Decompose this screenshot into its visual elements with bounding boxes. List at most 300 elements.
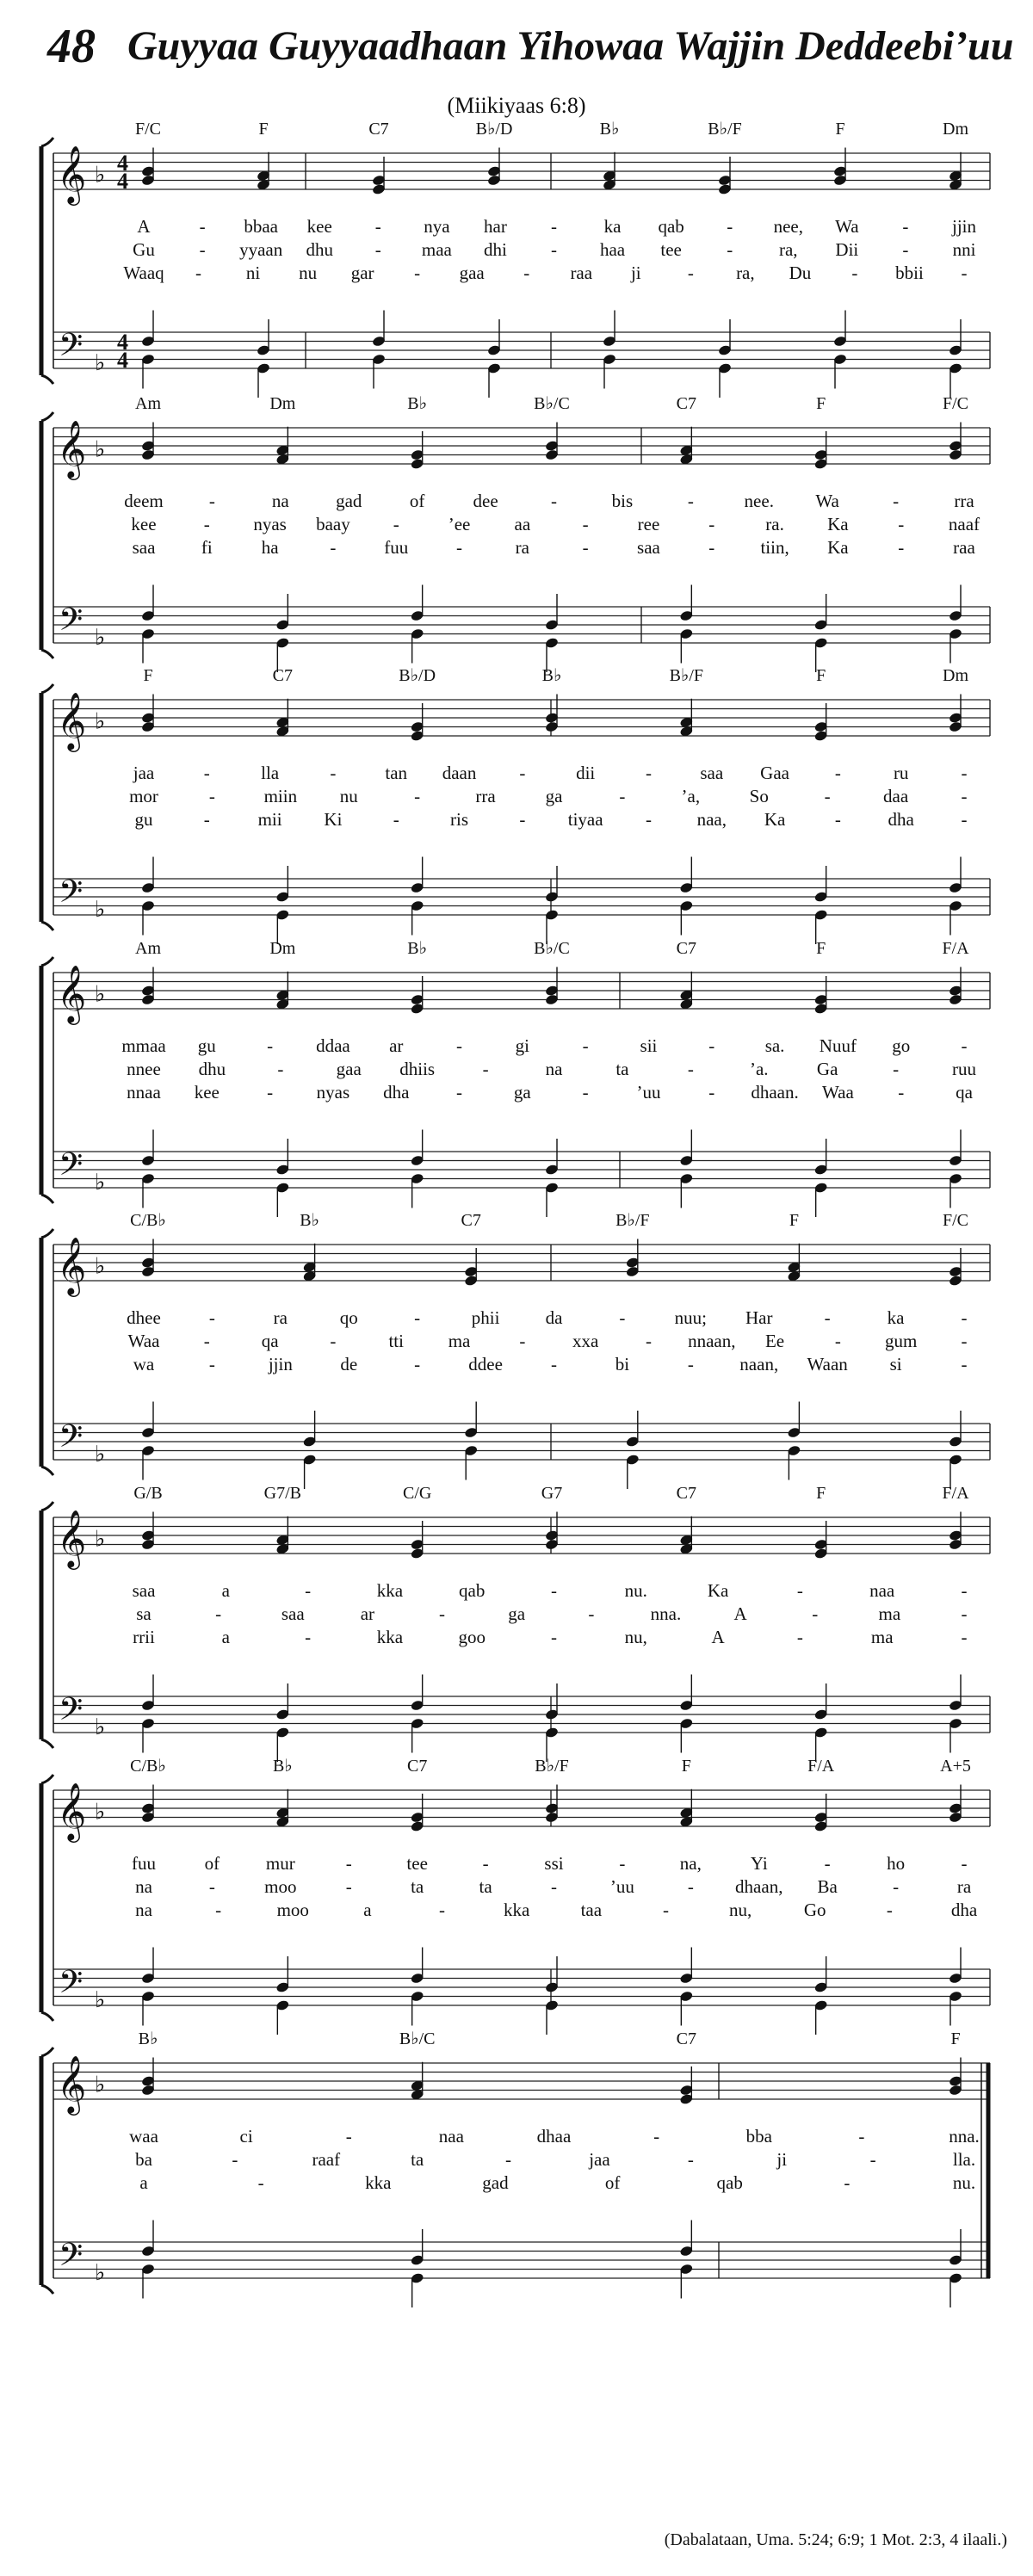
lyric-verse3: Du — [789, 263, 812, 283]
lyric-verse2: Waa — [127, 1331, 160, 1351]
lyric-verse2: saa — [281, 1603, 305, 1624]
lyric-verse1: - — [582, 1035, 589, 1056]
lyric-verse3: a — [139, 2172, 148, 2193]
bass-clef: 𝄢 — [59, 1692, 84, 1734]
lyric-verse1: - — [834, 763, 841, 783]
lyric-verse2: - — [588, 1603, 595, 1624]
lyric-verse2: rra — [475, 786, 496, 806]
chord-symbol: F — [258, 120, 269, 139]
lyric-verse3: - — [330, 537, 337, 558]
lyric-verse3: naa, — [696, 809, 727, 830]
lyric-verse1: - — [727, 216, 733, 237]
chord-symbol: C/B♭ — [130, 1757, 166, 1776]
chord-symbol: B♭ — [407, 394, 428, 413]
lyric-verse2: - — [482, 1059, 489, 1079]
lyric-verse1: - — [267, 1035, 274, 1056]
chord-symbol: Dm — [269, 939, 296, 958]
lyric-verse1: saa — [132, 1580, 156, 1601]
system-5 — [41, 1211, 990, 1489]
key-flat: ♭ — [95, 1442, 106, 1467]
lyric-verse1: - — [961, 763, 968, 783]
lyric-verse2: ta — [615, 1059, 629, 1079]
lyric-verse2: - — [687, 1876, 694, 1897]
lyric-verse3: gu — [134, 809, 153, 830]
lyric-verse1: - — [961, 1035, 968, 1056]
lyric-verse1: naa — [438, 2126, 464, 2147]
lyric-verse2: miin — [263, 786, 298, 806]
bracket-top-curl — [41, 1502, 53, 1510]
lyric-verse3: Ka — [764, 809, 786, 830]
lyric-verse2: ji — [776, 2149, 788, 2170]
key-flat: ♭ — [95, 1987, 106, 2012]
lyric-verse2: dhiis — [399, 1059, 436, 1079]
lyric-verse3: - — [195, 263, 202, 283]
lyric-verse1: Yi — [750, 1853, 768, 1874]
lyric-verse1: Har — [745, 1307, 773, 1328]
key-flat: ♭ — [95, 350, 106, 375]
lyric-verse3: - — [961, 1354, 968, 1374]
bracket-top-curl — [41, 1229, 53, 1238]
lyric-verse3: taa — [580, 1900, 603, 1920]
lyric-verse3: - — [203, 809, 210, 830]
lyric-verse2: ga — [508, 1603, 526, 1624]
key-flat: ♭ — [95, 2072, 106, 2097]
lyric-verse1: dhaa — [536, 2126, 572, 2147]
lyric-verse3: kka — [504, 1900, 530, 1920]
lyric-verse2: moo — [264, 1876, 297, 1897]
lyric-verse2: - — [687, 2149, 694, 2170]
lyric-verse1: - — [687, 491, 694, 511]
lyric-verse1: - — [708, 1035, 715, 1056]
key-flat: ♭ — [95, 1799, 106, 1825]
lyric-verse3: dha — [888, 809, 914, 830]
lyric-verse1: daan — [442, 763, 477, 783]
lyric-verse1: gu — [197, 1035, 216, 1056]
chord-symbol: Dm — [943, 120, 968, 139]
lyric-verse1: na — [271, 491, 289, 511]
bracket-top-curl — [41, 138, 53, 146]
lyric-verse1: ka — [887, 1307, 905, 1328]
key-flat: ♭ — [95, 1526, 106, 1552]
chord-symbol: B♭/D — [475, 120, 513, 139]
lyric-verse1: go — [892, 1035, 911, 1056]
lyric-verse2: ma — [448, 1331, 471, 1351]
lyric-verse2: ’uu — [609, 1876, 634, 1897]
lyric-verse1: - — [551, 1580, 557, 1601]
key-flat: ♭ — [95, 1714, 106, 1739]
lyric-verse2: - — [619, 786, 626, 806]
lyric-verse3: - — [305, 1627, 312, 1647]
chord-symbol: B♭ — [138, 2029, 158, 2048]
chord-symbol: F — [681, 1757, 691, 1776]
lyric-verse3: Go — [803, 1900, 826, 1920]
lyric-verse3: - — [582, 537, 589, 558]
system-1 — [41, 120, 990, 398]
lyric-verse1: da — [545, 1307, 563, 1328]
bracket-top-curl — [41, 957, 53, 966]
bracket-bottom-curl — [41, 650, 53, 658]
lyric-verse1: a — [221, 1580, 230, 1601]
system-4 — [41, 939, 990, 1217]
lyric-verse2: ga — [545, 786, 563, 806]
lyric-verse3: dha — [950, 1900, 978, 1920]
lyric-verse1: ka — [603, 216, 622, 237]
lyric-verse2: sa — [136, 1603, 152, 1624]
lyric-verse2: ma — [878, 1603, 901, 1624]
chord-symbol: Dm — [943, 666, 968, 685]
chord-symbol: B♭ — [272, 1757, 293, 1776]
lyric-verse2: nnee — [127, 1059, 161, 1079]
lyric-verse1: dee — [473, 491, 498, 511]
lyric-verse3: a — [363, 1900, 372, 1920]
lyric-verse3: - — [687, 263, 694, 283]
chord-symbol: B♭/C — [399, 2029, 436, 2048]
lyric-verse2: gum — [885, 1331, 918, 1351]
key-flat: ♭ — [95, 162, 106, 188]
time-signature-bottom: 4 — [117, 348, 128, 373]
bracket-bottom-curl — [41, 1467, 53, 1475]
lyric-verse3: raa — [953, 537, 975, 558]
lyric-verse3: - — [662, 1900, 669, 1920]
lyric-verse3: rrii — [133, 1627, 155, 1647]
lyric-verse1: - — [199, 216, 206, 237]
lyric-verse1: mmaa — [121, 1035, 166, 1056]
lyric-verse2: - — [898, 514, 905, 534]
lyric-verse2: - — [208, 1876, 215, 1897]
lyric-verse2: dhaan, — [735, 1876, 783, 1897]
lyric-verse1: - — [208, 491, 215, 511]
lyric-verse3: si — [889, 1354, 902, 1374]
bass-clef: 𝄢 — [59, 602, 84, 645]
lyric-verse3: ha — [261, 537, 279, 558]
key-flat: ♭ — [95, 1253, 106, 1279]
lyric-verse3: ’uu — [636, 1082, 661, 1103]
lyric-verse2: - — [824, 786, 831, 806]
lyric-verse2: - — [393, 514, 399, 534]
chord-symbol: A+5 — [940, 1757, 971, 1776]
chord-symbol: C/G — [402, 1484, 432, 1503]
lyric-verse3: - — [687, 1354, 694, 1374]
lyric-verse3: kka — [376, 1627, 404, 1647]
lyric-verse2: ree — [637, 514, 660, 534]
lyric-verse2: qa — [261, 1331, 279, 1351]
system-8 — [41, 2029, 990, 2307]
bracket-bottom-curl — [41, 2285, 53, 2294]
lyric-verse3: - — [257, 2172, 264, 2193]
lyric-verse3: - — [456, 1082, 463, 1103]
lyric-verse3: de — [340, 1354, 358, 1374]
lyric-verse1: - — [824, 1307, 831, 1328]
key-flat: ♭ — [95, 436, 106, 462]
lyric-verse2: - — [727, 239, 733, 260]
lyric-verse1: nee, — [773, 216, 803, 237]
lyric-verse1: - — [551, 216, 557, 237]
lyric-verse2: - — [505, 2149, 512, 2170]
chord-symbol: C/B♭ — [130, 1211, 166, 1230]
lyric-verse3: gaa — [459, 263, 485, 283]
lyric-verse3: - — [851, 263, 858, 283]
time-signature-top: 4 — [117, 330, 128, 355]
lyric-verse2: Ba — [817, 1876, 838, 1897]
lyric-verse3: - — [844, 2172, 851, 2193]
bracket-bottom-curl — [41, 375, 53, 384]
lyric-verse2: nyas — [253, 514, 287, 534]
lyric-verse2: - — [414, 786, 421, 806]
lyric-verse2: maa — [421, 239, 452, 260]
lyric-verse1: - — [961, 1580, 968, 1601]
lyric-verse1: gad — [336, 491, 362, 511]
lyric-verse3: tiyaa — [567, 809, 603, 830]
treble-clef: 𝄞 — [57, 2056, 87, 2112]
treble-clef: 𝄞 — [57, 1783, 87, 1839]
lyric-verse2: nna. — [650, 1603, 682, 1624]
lyric-verse3: ma — [870, 1627, 894, 1647]
lyric-verse2: - — [232, 2149, 238, 2170]
lyric-verse1: - — [619, 1853, 626, 1874]
bass-clef: 𝄢 — [59, 2238, 84, 2280]
lyric-verse1: fuu — [132, 1853, 156, 1874]
lyric-verse3: fuu — [384, 537, 409, 558]
chord-symbol: Dm — [269, 394, 296, 413]
lyric-verse3: a — [221, 1627, 230, 1647]
lyric-verse1: - — [653, 2126, 660, 2147]
lyric-verse1: na, — [679, 1853, 702, 1874]
lyric-verse2: - — [345, 1876, 352, 1897]
lyric-verse1: of — [204, 1853, 220, 1874]
lyric-verse3: - — [393, 809, 399, 830]
lyric-verse3: nu, — [624, 1627, 647, 1647]
treble-clef: 𝄞 — [57, 1238, 87, 1294]
lyric-verse1: saa — [700, 763, 724, 783]
lyric-verse3: - — [708, 1082, 715, 1103]
lyric-verse3: kka — [365, 2172, 392, 2193]
lyric-verse1: - — [824, 1853, 831, 1874]
chord-symbol: F — [835, 120, 845, 139]
lyric-verse1: bbaa — [244, 216, 278, 237]
lyric-verse1: qo — [339, 1307, 358, 1328]
bracket-top-curl — [41, 1775, 53, 1783]
lyric-verse1: - — [619, 1307, 626, 1328]
lyric-verse2: haa — [599, 239, 626, 260]
lyric-verse3: - — [456, 537, 463, 558]
lyric-verse2: - — [869, 2149, 876, 2170]
treble-clef: 𝄞 — [57, 693, 87, 749]
lyric-verse2: - — [519, 1331, 526, 1351]
bass-clef: 𝄢 — [59, 874, 84, 917]
lyric-verse2: naaf — [948, 514, 980, 534]
lyric-verse1: - — [961, 1853, 968, 1874]
hymn-number: 48 — [47, 20, 96, 73]
lyric-verse2: - — [961, 786, 968, 806]
chord-symbol: C7 — [272, 666, 294, 685]
lyric-verse2: yyaan — [239, 239, 283, 260]
lyric-verse1: kee — [306, 216, 332, 237]
lyric-verse2: - — [645, 1331, 652, 1351]
lyric-verse3: nu. — [952, 2172, 976, 2193]
lyric-verse3: - — [796, 1627, 803, 1647]
lyric-verse3: mii — [257, 809, 282, 830]
lyric-verse2: kee — [131, 514, 157, 534]
lyric-verse3: ris — [450, 809, 469, 830]
lyric-verse2: mor — [129, 786, 158, 806]
chord-symbol: F — [789, 1211, 799, 1230]
lyric-verse1: - — [902, 216, 909, 237]
lyric-verse2: dhi — [484, 239, 507, 260]
lyric-verse2: - — [687, 1059, 694, 1079]
lyric-verse1: Ka — [707, 1580, 729, 1601]
lyric-verse3: saa — [132, 537, 156, 558]
lyric-verse3: nu — [299, 263, 318, 283]
lyric-verse1: - — [893, 491, 900, 511]
lyric-verse2: ra. — [765, 514, 784, 534]
lyric-verse3: - — [551, 1354, 557, 1374]
lyric-verse1: - — [345, 1853, 352, 1874]
lyric-verse1: - — [374, 216, 381, 237]
chord-symbol: C7 — [676, 1484, 697, 1503]
lyric-verse2: ta — [411, 1876, 424, 1897]
chord-symbol: F — [143, 666, 153, 685]
lyric-verse2: - — [893, 1876, 900, 1897]
system-7 — [41, 1757, 990, 2035]
lyric-verse1: tee — [406, 1853, 428, 1874]
lyric-verse1: naa — [869, 1580, 895, 1601]
lyric-verse3: jjin — [268, 1354, 293, 1374]
chord-symbol: Am — [135, 394, 161, 413]
lyric-verse1: Wa — [815, 491, 839, 511]
lyric-verse2: - — [551, 1876, 557, 1897]
chord-symbol: G/B — [133, 1484, 163, 1503]
lyric-verse1: - — [482, 1853, 489, 1874]
lyric-verse3: - — [519, 809, 526, 830]
lyric-verse2: raaf — [312, 2149, 341, 2170]
lyric-verse1: Gaa — [760, 763, 789, 783]
lyric-verse3: dhaan. — [751, 1082, 799, 1103]
lyric-verse2: ’a. — [749, 1059, 769, 1079]
lyric-verse2: Dii — [835, 239, 859, 260]
lyric-verse2: A — [733, 1603, 747, 1624]
lyric-verse3: goo — [458, 1627, 486, 1647]
lyric-verse1: ra — [273, 1307, 288, 1328]
lyric-verse3: ji — [630, 263, 641, 283]
lyric-verse2: - — [374, 239, 381, 260]
lyric-verse1: - — [208, 1307, 215, 1328]
lyric-verse2: - — [439, 1603, 446, 1624]
lyric-verse2: - — [834, 1331, 841, 1351]
lyric-verse1: dhee — [127, 1307, 161, 1328]
lyric-verse2: - — [199, 239, 206, 260]
lyric-verse2: lla. — [952, 2149, 976, 2170]
lyric-verse1: ddaa — [316, 1035, 350, 1056]
lyric-verse1: - — [519, 763, 526, 783]
lyric-verse1: bis — [611, 491, 634, 511]
lyric-verse3: bbii — [895, 263, 924, 283]
lyric-verse3: Ka — [827, 537, 849, 558]
lyric-verse3: - — [267, 1082, 274, 1103]
lyric-verse3: - — [414, 263, 421, 283]
lyric-verse2: - — [893, 1059, 900, 1079]
chord-symbol: F — [816, 666, 826, 685]
lyric-verse3: fi — [201, 537, 213, 558]
lyric-verse1: gi — [515, 1035, 530, 1056]
lyric-verse2: nnaan, — [688, 1331, 736, 1351]
lyric-verse3: - — [551, 1627, 557, 1647]
lyric-verse2: Gu — [133, 239, 155, 260]
lyric-verse2: Ee — [764, 1331, 785, 1351]
lyric-verse2: So — [749, 786, 769, 806]
lyric-verse1: qab — [459, 1580, 486, 1601]
chord-symbol: F — [816, 939, 826, 958]
chord-symbol: C7 — [368, 120, 389, 139]
chord-symbol: Am — [135, 939, 161, 958]
lyric-verse1: ru — [893, 763, 909, 783]
chord-symbol: F/C — [134, 120, 162, 139]
lyric-verse2: ruu — [952, 1059, 976, 1079]
key-flat: ♭ — [95, 1170, 106, 1195]
lyric-verse2: - — [961, 1603, 968, 1624]
lyric-verse3: gar — [350, 263, 374, 283]
lyric-verse1: Nuuf — [819, 1035, 857, 1056]
lyric-verse1: - — [456, 1035, 463, 1056]
lyric-verse1: sii — [640, 1035, 658, 1056]
lyric-verse1: deem — [124, 491, 164, 511]
lyric-verse2: ra, — [778, 239, 798, 260]
chord-symbol: F/C — [942, 1211, 969, 1230]
chord-symbol: F — [816, 1484, 826, 1503]
lyric-verse3: naan, — [739, 1354, 779, 1374]
lyric-verse3: tiin, — [760, 537, 789, 558]
chord-symbol: F/A — [807, 1757, 835, 1776]
chord-symbol: B♭/F — [615, 1211, 650, 1230]
lyric-verse2: tee — [660, 239, 682, 260]
lyric-verse3: ra, — [736, 263, 755, 283]
bracket-bottom-curl — [41, 922, 53, 930]
lyric-verse2: aa — [514, 514, 531, 534]
treble-clef: 𝄞 — [57, 146, 87, 202]
lyric-verse2: - — [708, 514, 715, 534]
chord-symbol: B♭/D — [399, 666, 436, 685]
lyric-verse3: - — [834, 809, 841, 830]
lyric-verse1: mur — [265, 1853, 295, 1874]
lyric-verse3: qa — [956, 1082, 973, 1103]
lyric-verse1: ci — [239, 2126, 253, 2147]
lyric-verse3: - — [961, 1627, 968, 1647]
lyric-verse2: xxa — [572, 1331, 599, 1351]
time-signature-top: 4 — [117, 151, 128, 176]
key-flat: ♭ — [95, 2260, 106, 2285]
bass-clef: 𝄢 — [59, 1419, 84, 1461]
lyric-verse2: - — [215, 1603, 222, 1624]
chord-symbol: F — [816, 394, 826, 413]
lyric-verse3: saa — [637, 537, 660, 558]
lyric-verse2: na — [545, 1059, 563, 1079]
lyric-verse2: gaa — [336, 1059, 362, 1079]
lyric-verse2: dhu — [306, 239, 333, 260]
lyric-verse3: kee — [194, 1082, 220, 1103]
lyric-verse3: - — [645, 809, 652, 830]
chord-symbol: B♭/F — [669, 666, 704, 685]
bracket-bottom-curl — [41, 1739, 53, 1748]
lyric-verse1: nee. — [744, 491, 774, 511]
lyric-verse3: - — [898, 1082, 905, 1103]
lyric-verse3: dha — [383, 1082, 410, 1103]
lyric-verse3: Waa — [821, 1082, 854, 1103]
bracket-top-curl — [41, 684, 53, 693]
key-flat: ♭ — [95, 981, 106, 1007]
lyric-verse1: har — [484, 216, 507, 237]
chord-symbol: F/C — [942, 394, 969, 413]
lyric-verse3: raa — [570, 263, 593, 283]
lyric-verse1: - — [330, 763, 337, 783]
